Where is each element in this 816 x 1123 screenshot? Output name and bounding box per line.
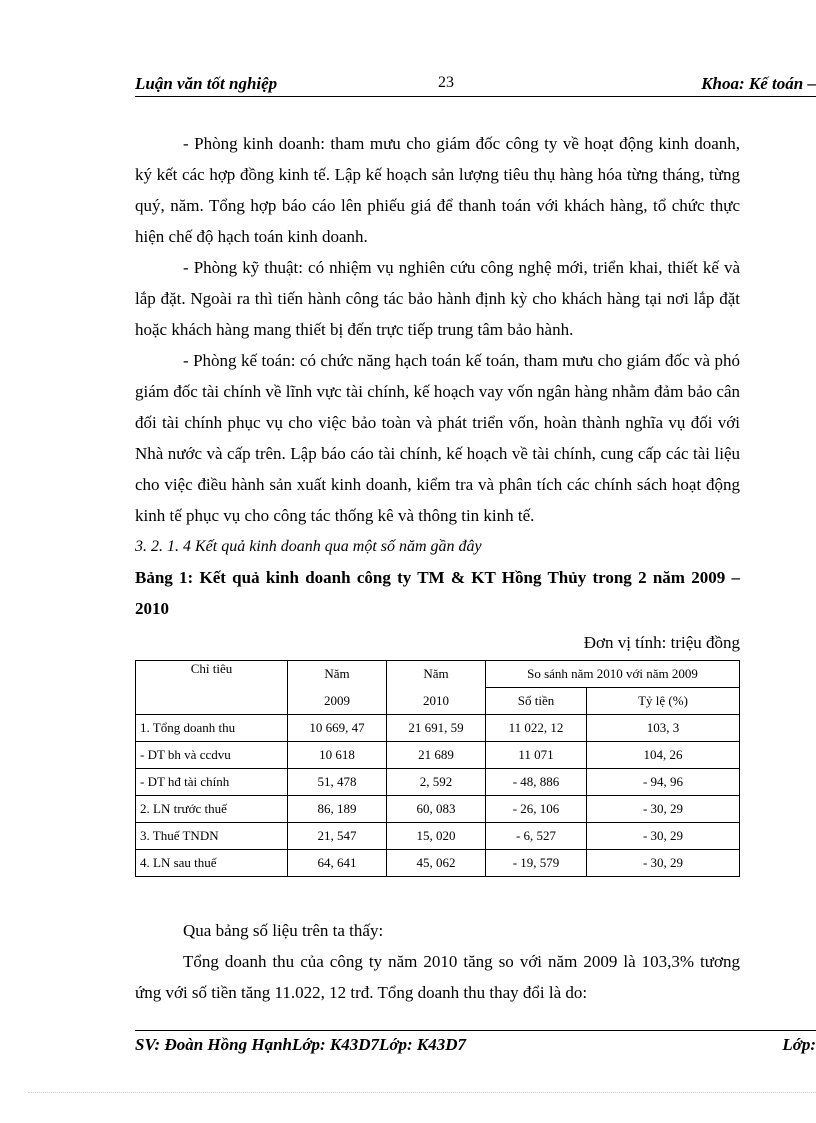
row-2009: 10 669, 47 xyxy=(288,715,387,742)
unit-label: Đơn vị tính: triệu đồng xyxy=(583,633,740,652)
table-row xyxy=(136,796,740,823)
row-amount: - 26, 106 xyxy=(486,796,587,823)
row-indicator: 3. Thuế TNDN xyxy=(136,823,288,850)
row-indicator: 1. Tổng doanh thu xyxy=(136,715,288,742)
header-indicator-blank xyxy=(136,688,288,715)
header-amount: Số tiền xyxy=(486,688,587,715)
table-row xyxy=(136,823,740,850)
row-percent: - 30, 29 xyxy=(587,850,740,877)
header-year1: 2009 xyxy=(288,688,387,715)
row-amount: 11 022, 12 xyxy=(486,715,587,742)
row-amount: - 19, 579 xyxy=(486,850,587,877)
row-2010: 2, 592 xyxy=(387,769,486,796)
row-2009: 86, 189 xyxy=(288,796,387,823)
table-row xyxy=(136,769,740,796)
row-2010: 60, 083 xyxy=(387,796,486,823)
row-2010: 15, 020 xyxy=(387,823,486,850)
page-header xyxy=(135,74,816,97)
page-edge-divider xyxy=(28,1092,816,1093)
row-2009: 21, 547 xyxy=(288,823,387,850)
paragraph-sales-dept: - Phòng kinh doanh: tham mưu cho giám đốc công ty về hoạt động kinh doanh, ký kết các hợp đồng kinh tế. Lập kế hoạch sản lượng tiêu thụ hàng hóa từng tháng, từng quý, năm. Tổng hợp báo cáo lên phiếu giá để thanh toán với khách hàng, tổ chức thực hiện chế độ hạch toán kinh doanh. xyxy=(135,134,740,246)
row-2010: 21 689 xyxy=(387,742,486,769)
row-percent: - 30, 29 xyxy=(587,796,740,823)
table-subheader-row xyxy=(136,688,740,715)
row-indicator: 4. LN sau thuế xyxy=(136,850,288,877)
table-header-row xyxy=(136,661,740,688)
header-year2: 2010 xyxy=(387,688,486,715)
row-percent: 104, 26 xyxy=(587,742,740,769)
footer-student-label: SV: Đoàn Hồng HạnhLớp: K43D7Lớp: K43D7 xyxy=(135,1035,467,1054)
paragraph-technical-dept: - Phòng kỹ thuật: có nhiệm vụ nghiên cứu công nghệ mới, triển khai, thiết kế và lắp đặt. Ngoài ra thì tiến hành công tác bảo hành định kỳ cho khách hàng tại nơi lắp đặt hoặc khách hàng mang thiết bị đến trực tiếp trung tâm bảo hành. xyxy=(135,258,740,339)
paragraph-accounting-dept: - Phòng kế toán: có chức năng hạch toán kế toán, tham mưu cho giám đốc và phó giám đốc tài chính về lĩnh vực tài chính, kế hoạch vay vốn ngân hàng nhằm đảm bảo cân đối tài chính phục vụ cho việc bảo toàn và phát triển vốn, hoàn thành nghĩa vụ đối với Nhà nước và cấp trên. Lập báo cáo tài chính, kế hoạch về tài chính, cung cấp các tài liệu cho việc điều hành sản xuất kinh doanh, kiểm tra và phân tích các chính sách hoạt động kinh tế phục vụ cho công tác thống kê và thông tin kinh tế. xyxy=(135,351,740,525)
row-percent: 103, 3 xyxy=(587,715,740,742)
row-2010: 45, 062 xyxy=(387,850,486,877)
document-body xyxy=(135,128,740,877)
row-amount: - 48, 886 xyxy=(486,769,587,796)
table-row xyxy=(136,850,740,877)
footer-class-label: Lớp: xyxy=(782,1035,816,1054)
row-2009: 64, 641 xyxy=(288,850,387,877)
table-row xyxy=(136,715,740,742)
section-heading: 3. 2. 1. 4 Kết quả kinh doanh qua một số năm gần đây xyxy=(135,538,482,555)
row-amount: - 6, 527 xyxy=(486,823,587,850)
business-results-table xyxy=(135,660,740,877)
header-thesis-label: Luận văn tốt nghiệp xyxy=(135,74,278,93)
row-percent: - 30, 29 xyxy=(587,823,740,850)
header-page-number: 23 xyxy=(438,74,454,91)
row-amount: 11 071 xyxy=(486,742,587,769)
row-2010: 21 691, 59 xyxy=(387,715,486,742)
header-percent: Tỷ lệ (%) xyxy=(587,688,740,715)
header-faculty-label: Khoa: Kế toán – xyxy=(701,74,816,93)
header-year1-label: Năm xyxy=(288,661,387,688)
table-caption: Bảng 1: Kết quả kinh doanh công ty TM & KT Hồng Thủy trong 2 năm 2009 – 2010 xyxy=(135,568,740,618)
after-table-text xyxy=(135,915,740,1008)
paragraph-revenue-analysis: Tổng doanh thu của công ty năm 2010 tăng so với năm 2009 là 103,3% tương ứng với số tiền tăng 11.022, 12 trđ. Tổng doanh thu thay đổi là do: xyxy=(135,952,740,1002)
page-footer xyxy=(135,1030,816,1055)
row-indicator: 2. LN trước thuế xyxy=(136,796,288,823)
header-compare: So sánh năm 2010 với năm 2009 xyxy=(486,661,740,688)
row-2009: 10 618 xyxy=(288,742,387,769)
row-2009: 51, 478 xyxy=(288,769,387,796)
row-percent: - 94, 96 xyxy=(587,769,740,796)
header-indicator: Chỉ tiêu xyxy=(136,661,288,688)
table-row xyxy=(136,742,740,769)
row-indicator: - DT bh và ccdvu xyxy=(136,742,288,769)
row-indicator: - DT hđ tài chính xyxy=(136,769,288,796)
header-year2-label: Năm xyxy=(387,661,486,688)
paragraph-table-intro: Qua bảng số liệu trên ta thấy: xyxy=(183,921,384,940)
